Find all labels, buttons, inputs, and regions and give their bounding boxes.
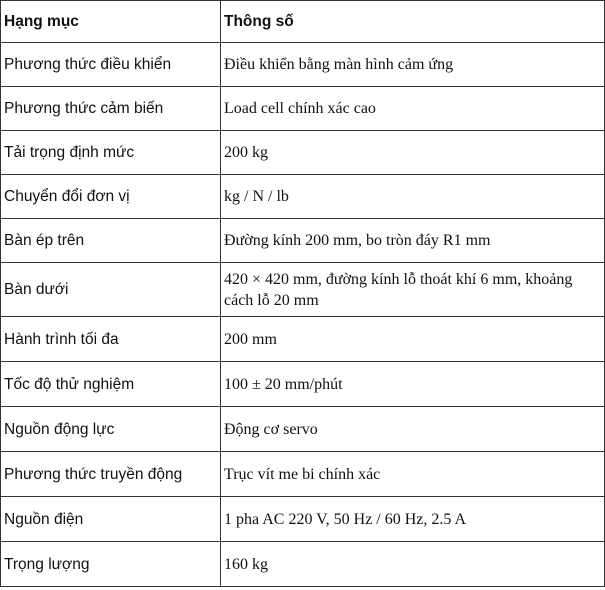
row-label: Nguồn điện bbox=[1, 497, 221, 542]
table-row bbox=[1, 317, 605, 362]
row-label: Tải trọng định mức bbox=[1, 131, 221, 175]
row-value: 200 kg bbox=[221, 131, 605, 175]
header-item: Hạng mục bbox=[1, 1, 221, 43]
table-row bbox=[1, 497, 605, 542]
table-row bbox=[1, 407, 605, 452]
row-value: Đường kính 200 mm, bo tròn đáy R1 mm bbox=[221, 219, 605, 263]
row-label: Phương thức điều khiển bbox=[1, 43, 221, 87]
table-row bbox=[1, 175, 605, 219]
row-label: Phương thức cảm biến bbox=[1, 87, 221, 131]
table-row bbox=[1, 263, 605, 317]
row-label: Bàn dưới bbox=[1, 263, 221, 317]
row-value: 100 ± 20 mm/phút bbox=[221, 362, 605, 407]
row-value: Điều khiển bằng màn hình cảm ứng bbox=[221, 43, 605, 87]
row-label: Nguồn động lực bbox=[1, 407, 221, 452]
row-value: 160 kg bbox=[221, 542, 605, 587]
row-label: Phương thức truyền động bbox=[1, 452, 221, 497]
row-value: 200 mm bbox=[221, 317, 605, 362]
header-spec: Thông số bbox=[221, 1, 605, 43]
table-row bbox=[1, 452, 605, 497]
table-row bbox=[1, 362, 605, 407]
row-value: 420 × 420 mm, đường kính lỗ thoát khí 6 mm, khoảng cách lỗ 20 mm bbox=[221, 263, 605, 317]
row-value: Trục vít me bi chính xác bbox=[221, 452, 605, 497]
table-row bbox=[1, 131, 605, 175]
row-label: Trọng lượng bbox=[1, 542, 221, 587]
table-row bbox=[1, 542, 605, 587]
table-row bbox=[1, 219, 605, 263]
row-label: Tốc độ thử nghiệm bbox=[1, 362, 221, 407]
row-label: Hành trình tối đa bbox=[1, 317, 221, 362]
row-label: Chuyển đổi đơn vị bbox=[1, 175, 221, 219]
row-value: Load cell chính xác cao bbox=[221, 87, 605, 131]
row-value: kg / N / lb bbox=[221, 175, 605, 219]
row-label: Bàn ép trên bbox=[1, 219, 221, 263]
row-value: 1 pha AC 220 V, 50 Hz / 60 Hz, 2.5 A bbox=[221, 497, 605, 542]
table-row bbox=[1, 43, 605, 87]
table-header-row bbox=[1, 1, 605, 43]
table-row bbox=[1, 87, 605, 131]
row-value: Động cơ servo bbox=[221, 407, 605, 452]
